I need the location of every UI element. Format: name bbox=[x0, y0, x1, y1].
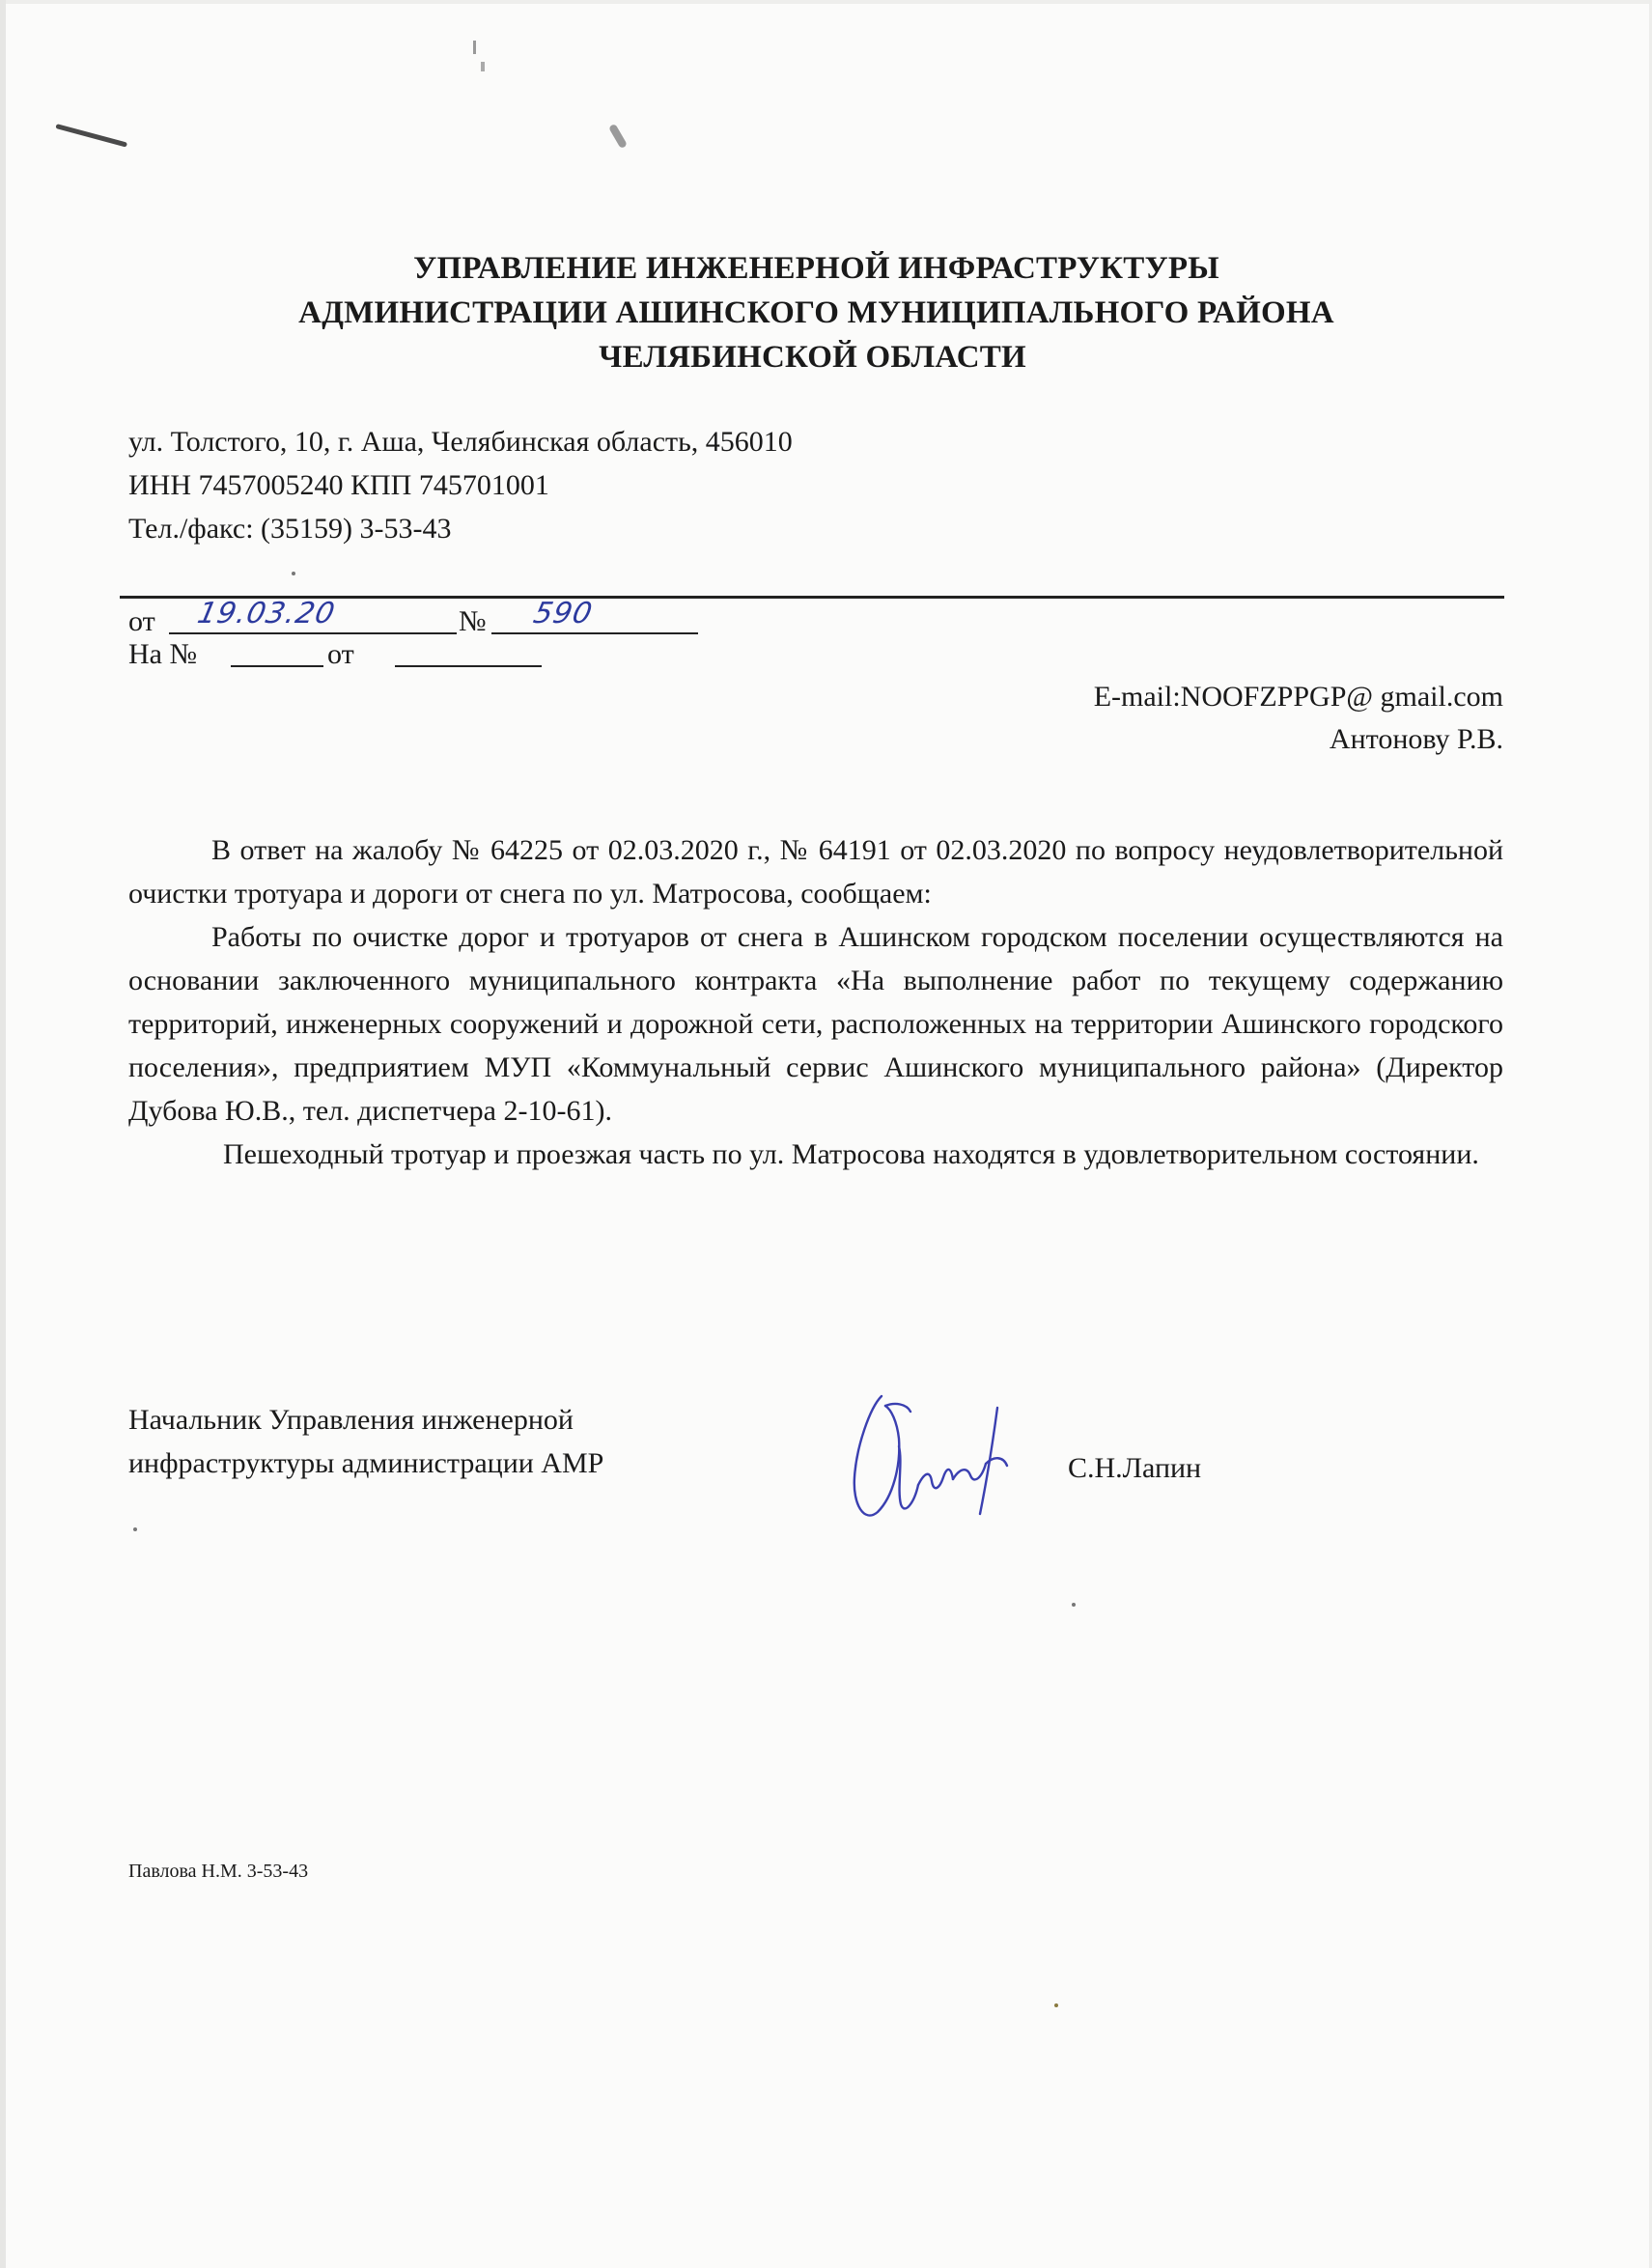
reply-number-label: На № bbox=[128, 638, 198, 670]
org-contacts bbox=[128, 420, 793, 550]
scan-artifact bbox=[55, 124, 127, 147]
number-line bbox=[491, 605, 698, 634]
signatory-title bbox=[128, 1398, 603, 1485]
body-paragraph-2: Работы по очистке дорог и тротуаров от снега в Ашинском городском поселении осуществляются на основании заключенного муниципального контракта «На выполнение работ по текущему содержанию территорий, инженерных сооружений и дорожной сети, расположенных на территории Ашинского городского поселения», предприятием МУП «Коммунальный сервис Ашинского муниципального района» (Директор Дубова Ю.В., тел. диспетчера 2-10-61). bbox=[128, 921, 1503, 1127]
reply-number-line bbox=[231, 638, 323, 667]
reply-from-label: от bbox=[327, 638, 354, 670]
body-paragraph-1: В ответ на жалобу № 64225 от 02.03.2020 г., № 64191 от 02.03.2020 по вопросу неудовлетворительной очистки тротуара и дороги от снега по ул. Матросова, сообщаем: bbox=[128, 834, 1503, 910]
org-name-line-1: УПРАВЛЕНИЕ ИНЖЕНЕРНОЙ ИНФРАСТРУКТУРЫ bbox=[413, 251, 1219, 286]
scan-speck bbox=[292, 572, 295, 575]
signatory-name: С.Н.Лапин bbox=[1068, 1452, 1202, 1484]
handwritten-signature bbox=[843, 1388, 1036, 1533]
recipient-block bbox=[1094, 676, 1503, 761]
signatory-title-line-2: инфраструктуры администрации АМР bbox=[128, 1447, 604, 1479]
org-address: ул. Толстого, 10, г. Аша, Челябинская область, 456010 bbox=[128, 426, 793, 458]
signatory-title-line-1: Начальник Управления инженерной bbox=[128, 1404, 574, 1436]
handwritten-date: 19.03.20 bbox=[194, 597, 339, 630]
handwritten-number: 590 bbox=[530, 597, 597, 630]
org-name-line-3: ЧЕЛЯБИНСКОЙ ОБЛАСТИ bbox=[599, 340, 1026, 375]
scan-edge-top bbox=[0, 0, 1652, 4]
executor-note: Павлова Н.М. 3-53-43 bbox=[128, 1861, 309, 1882]
org-header bbox=[0, 246, 1652, 379]
recipient-name: Антонову Р.В. bbox=[1329, 723, 1503, 755]
signature-strokes bbox=[854, 1396, 1007, 1516]
recipient-email: E-mail:NOOFZPPGP@ gmail.com bbox=[1093, 681, 1503, 713]
scan-speck bbox=[1054, 2003, 1058, 2007]
reply-date-line bbox=[395, 638, 542, 667]
scan-speck bbox=[1072, 1603, 1076, 1607]
scan-speck bbox=[133, 1527, 137, 1531]
org-phone: Тел./факс: (35159) 3-53-43 bbox=[128, 513, 452, 545]
body-paragraph-3: Пешеходный тротуар и проезжая часть по ул. Матросова находятся в удовлетворительном состоянии. bbox=[223, 1138, 1479, 1170]
scan-artifact bbox=[608, 124, 628, 150]
letter-body bbox=[128, 828, 1503, 1176]
org-name-line-2: АДМИНИСТРАЦИИ АШИНСКОГО МУНИЦИПАЛЬНОГО РАЙОНА bbox=[298, 295, 1334, 330]
scan-artifact bbox=[481, 62, 485, 71]
scan-artifact bbox=[473, 41, 476, 54]
from-label: от bbox=[128, 605, 155, 637]
number-label: № bbox=[459, 605, 487, 637]
org-inn-kpp: ИНН 7457005240 КПП 745701001 bbox=[128, 469, 549, 501]
